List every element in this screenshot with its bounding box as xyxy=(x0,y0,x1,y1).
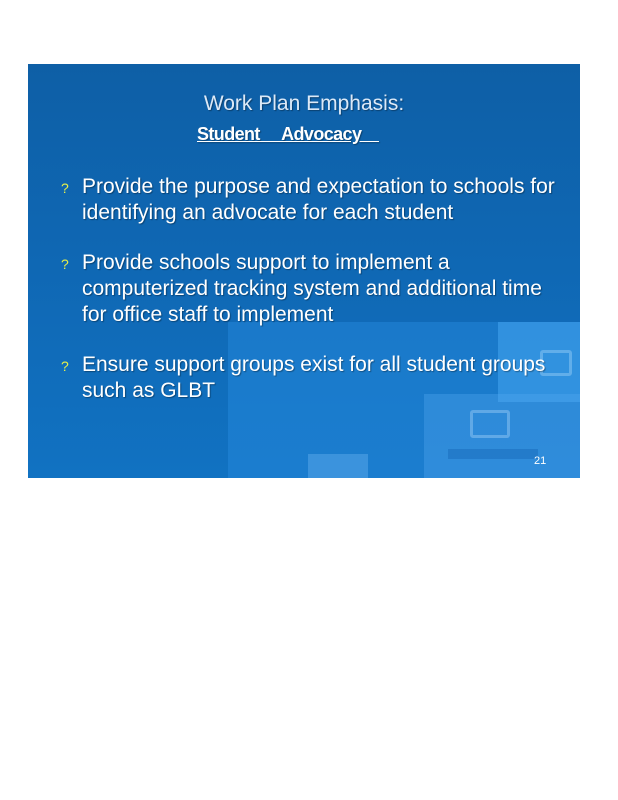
bullet-list xyxy=(61,174,561,428)
bullet-item xyxy=(61,352,561,404)
background-shape xyxy=(448,449,538,459)
bullet-marker-icon: ? xyxy=(61,256,69,272)
slide-number: 21 xyxy=(534,455,547,467)
background-shape xyxy=(308,454,368,478)
bullet-marker-icon: ? xyxy=(61,358,69,374)
bullet-text: Provide the purpose and expectation to schools for identifying an advocate for each student xyxy=(82,175,555,224)
slide-title: Work Plan Emphasis: xyxy=(203,92,405,115)
bullet-text: Ensure support groups exist for all student groups such as GLBT xyxy=(82,353,546,402)
bullet-text: Provide schools support to implement a computerized tracking system and additional time for office staff to implement xyxy=(82,251,542,326)
slide-subtitle: Student Advocacy xyxy=(197,124,379,144)
bullet-item xyxy=(61,250,561,328)
bullet-item xyxy=(61,174,561,226)
slide xyxy=(28,64,580,478)
bullet-marker-icon: ? xyxy=(61,180,69,196)
